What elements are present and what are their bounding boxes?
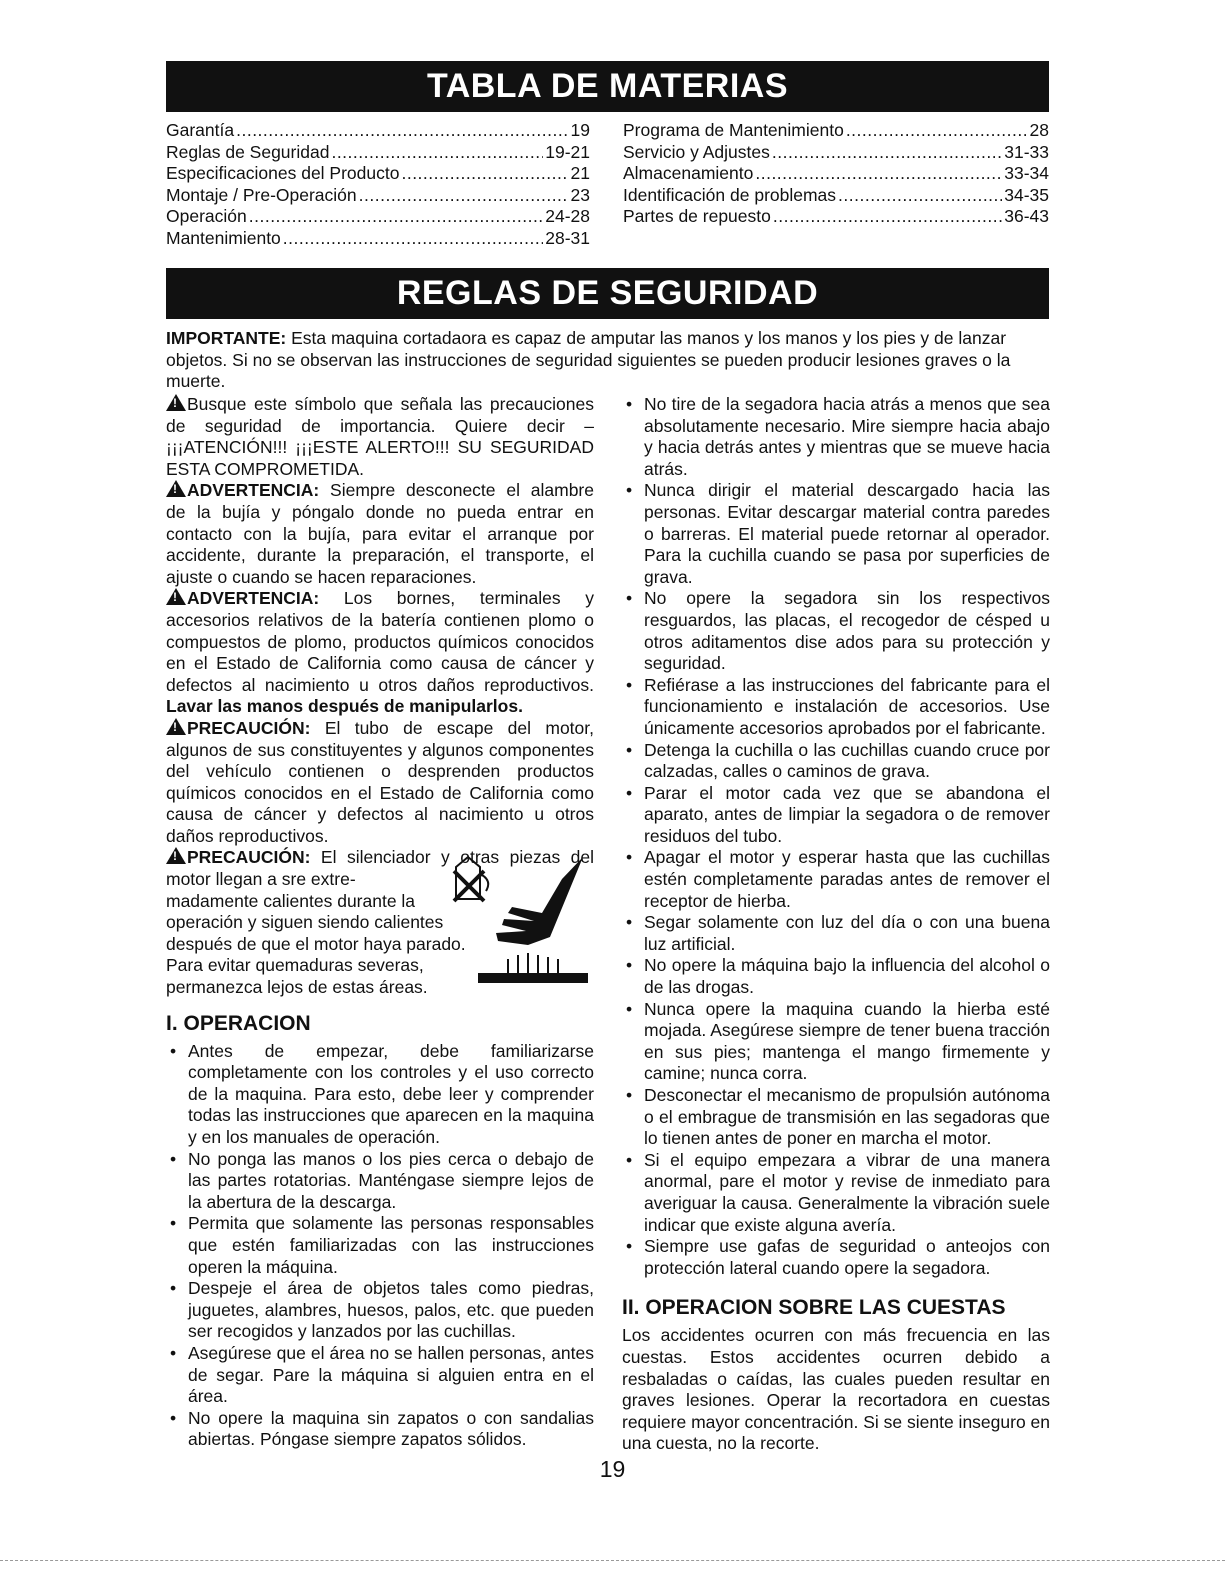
toc-leader-dots [846, 120, 1028, 142]
toc-entry-label: Especificaciones del Producto [166, 163, 400, 183]
safety-alert-icon [166, 588, 186, 605]
important-intro [166, 328, 1046, 393]
toc-leader-dots [359, 185, 569, 207]
toc-leader-dots [401, 163, 568, 185]
toc-leader-dots [249, 206, 543, 228]
warning-paragraph-1 [166, 480, 594, 588]
bottom-divider [0, 1560, 1225, 1561]
toc-entry-label: Operación [166, 206, 247, 226]
caution-text: El tubo de escape del motor, algunos de sus constituyentes y algunos componentes del vehículo contienen o desprenden productos químicos conocidos en el Estado de California como causa de cáncer y defectos al nacimiento u otros daños reproductivos. [166, 717, 594, 846]
toc-right-column [623, 120, 1049, 228]
bullet-item: • Desconectar el mecanismo de propulsión autónoma o el embrague de transmisión en las segadoras que lo tienen antes de poner en marcha el motor. [622, 1085, 1050, 1150]
toc-entry-label: Reglas de Seguridad [166, 141, 330, 162]
toc-entry-label: Almacenamiento [623, 163, 754, 183]
bullet-item: • Segar solamente con luz del día o con una buena luz artificial. [622, 912, 1050, 955]
toc-entry [623, 120, 1049, 142]
bullet-item: • No ponga las manos o los pies cerca o debajo de las partes rotatorias. Manténgase siempre lejos de la abertura de la descarga. [166, 1149, 594, 1214]
cuestas-text: Los accidentes ocurren con más frecuencia en las cuestas. Estos accidentes ocurren debido a resbaladas o caídas, las cuales pueden resultar en graves lesiones. Operar la recortadora en cuestas requiere mayor concentración. Si se siente inseguro en una cuesta, no la recorte. [622, 1325, 1051, 1454]
hot-surface-hand-icon [438, 849, 588, 989]
bullet-item: • No tire de la segadora hacia atrás a menos que sea absolutamente necesario. Mire siempre hacia abajo y hacia detrás antes y mientras que se mueve hacia atrás. [622, 394, 1050, 480]
bullet-item: • Parar el motor cada vez que se abandona el aparato, antes de limpiar la segadora o de remover residuos del tubo. [622, 783, 1050, 848]
bullet-item: • No opere la maquina sin zapatos o con sandalias abiertas. Póngase siempre zapatos sólidos. [166, 1408, 594, 1451]
caution-text-continued: madamente calientes durante la operación y siguen siendo calientes después de que el motor haya parado. Para evitar quemaduras severas, permanezca lejos de estas áreas. [166, 890, 466, 998]
caution-text: El silenciador y otras piezas del motor llegan a sre extre- [166, 847, 594, 890]
toc-entry-page: 36-43 [1004, 206, 1049, 226]
toc-entry-label: Servicio y Adjustes [623, 141, 770, 162]
operacion-bullets-right [622, 394, 1050, 1279]
toc-entry-label: Montaje / Pre-Operación [166, 184, 357, 205]
safety-alert-icon [166, 718, 186, 735]
toc-entry [623, 206, 1049, 228]
safety-rules-banner: REGLAS DE SEGURIDAD [166, 268, 1049, 319]
toc-entry-page: 21 [570, 163, 590, 183]
toc-entry-label: Mantenimiento [166, 227, 281, 248]
bullet-item: • Siempre use gafas de seguridad o anteojos con protección lateral cuando opere la segadora. [622, 1236, 1050, 1279]
bullet-item: • Permita que solamente las personas responsables que estén familiarizadas con las instrucciones operen la máquina. [166, 1213, 594, 1278]
toc-entry [623, 163, 1049, 185]
warning-text: Siempre desconecte el alambre de la bujía y póngalo donde no pueda entrar en contacto con la bujía, para evitar el arranque por accidente, durante la preparación, el transporte, el ajuste o cuando se hacen reparaciones. [166, 480, 594, 587]
toc-entry-label: Partes de repuesto [623, 206, 771, 226]
toc-left-column [166, 120, 590, 249]
toc-entry-page: 34-35 [1004, 184, 1049, 205]
toc-entry [166, 206, 590, 228]
warning-label: ADVERTENCIA: [187, 588, 320, 609]
important-label: IMPORTANTE: [166, 328, 287, 348]
bullet-item: • Asegúrese que el área no se hallen personas, antes de segar. Pare la máquina si alguien entra en el área. [166, 1343, 594, 1408]
bullet-item: • No opere la máquina bajo la influencia del alcohol o de las drogas. [622, 955, 1050, 998]
toc-entry-label: Programa de Mantenimiento [623, 120, 844, 140]
bullet-item: • Nunca opere la maquina cuando la hierba esté mojada. Asegúrese siempre de tener buena tracción en sus pies; mantenga el mango firmemente y camine; nunca corra. [622, 999, 1050, 1085]
operacion-bullets-left [166, 1041, 594, 1451]
bullet-item: • Apagar el motor y esperar hasta que las cuchillas estén completamente paradas antes de remover el receptor de hierba. [622, 847, 1050, 912]
toc-entry [166, 228, 590, 250]
bullet-item: • Si el equipo empezara a vibrar de una manera anormal, pare el motor y revise de inmediato para averiguar la causa. Generalmente la vibración suele indicar que existe alguna avería. [622, 1150, 1050, 1236]
bullet-item: • Nunca dirigir el material descargado hacia las personas. Evitar descargar material contra paredes o barreras. El material puede retornar al operador. Para la cuchilla cuando se pasa por superficies de grava. [622, 480, 1050, 588]
toc-entry [166, 185, 590, 207]
safety-alert-icon [166, 847, 186, 864]
toc-entry-page: 19 [570, 120, 590, 140]
toc-leader-dots [772, 142, 1002, 164]
warning-text: Los bornes, terminales y accesorios relativos de la batería contienen plomo o compuestos de plomo, productos químicos conocidos en el Estado de California como causa de cáncer y defectos al nacimiento u otros daños reproductivos. [166, 588, 594, 695]
toc-entry-page: 28 [1029, 120, 1049, 140]
toc-leader-dots [331, 142, 543, 164]
toc-entry [166, 142, 590, 164]
toc-leader-dots [283, 228, 543, 250]
toc-entry-page: 24-28 [545, 206, 590, 226]
warning-label: ADVERTENCIA: [187, 480, 320, 501]
bullet-item: • No opere la segadora sin los respectivos resguardos, las placas, el recogedor de césped u otros aditamentos dise ados para su protección y seguridad. [622, 588, 1050, 674]
toc-entry-page: 31-33 [1004, 141, 1049, 162]
toc-leader-dots [773, 206, 1002, 228]
toc-banner: TABLA DE MATERIAS [166, 61, 1049, 112]
toc-leader-dots [838, 185, 1002, 207]
section-heading-cuestas: II. OPERACION SOBRE LAS CUESTAS [622, 1296, 1006, 1320]
toc-entry-label: Garantía [166, 120, 235, 140]
bullet-item: • Despeje el área de objetos tales como piedras, juguetes, alambres, huesos, palos, etc. que pueden ser recogidos y lanzados por las cuchillas. [166, 1278, 594, 1343]
toc-entry [623, 142, 1049, 164]
toc-entry [623, 185, 1049, 207]
caution-heat-block [166, 847, 594, 998]
toc-entry-page: 33-34 [1004, 163, 1049, 183]
safety-alert-icon [166, 480, 186, 497]
symbol-text: Busque este símbolo que señala las precauciones de seguridad de importancia. Quiere decir – ¡¡¡ATENCIÓN!!! ¡¡¡ESTE ALERTO!!! SU SEGURIDAD ESTA COMPROMETIDA. [166, 394, 594, 479]
bullet-item: • Refiérase a las instrucciones del fabricante para el funcionamiento e instalación de accesorios. Use únicamente accesorios aprobados por el fabricante. [622, 675, 1050, 740]
toc-leader-dots [755, 163, 1002, 185]
safety-alert-icon [166, 394, 186, 411]
right-column [622, 394, 1050, 1455]
important-text: Esta maquina cortadaora es capaz de amputar las manos y los manos y los pies y de lanzar objetos. Si no se observan las instrucciones de seguridad siguientes se pueden producir lesiones graves o la muerte. [166, 328, 1011, 392]
left-column [166, 394, 594, 1451]
page-number: 19 [599, 1456, 626, 1482]
caution-paragraph-1 [166, 718, 594, 848]
toc-entry-page: 23 [570, 184, 590, 205]
toc-entry [166, 120, 590, 142]
toc-entry-page: 19-21 [545, 141, 590, 162]
bullet-item: • Detenga la cuchilla o las cuchillas cuando cruce por calzadas, calles o caminos de grava. [622, 740, 1050, 783]
toc-leader-dots [236, 120, 568, 142]
section-heading-operacion: I. OPERACION [166, 1011, 311, 1035]
toc-entry-label: Identificación de problemas [623, 184, 837, 205]
caution-label: PRECAUCIÓN: [187, 847, 311, 868]
bullet-item: • Antes de empezar, debe familiarizarse completamente con los controles y el uso correcto de la maquina. Para esto, debe leer y comprender todas las instrucciones que aparecen en la maquina y en los manuales de operación. [166, 1041, 594, 1149]
symbol-paragraph [166, 394, 594, 480]
warning-paragraph-2 [166, 588, 594, 718]
toc-entry-page: 28-31 [545, 227, 590, 248]
caution-label: PRECAUCIÓN: [187, 717, 311, 738]
warning-bold-text: Lavar las manos después de manipularlos. [166, 696, 523, 717]
toc-entry [166, 163, 590, 185]
